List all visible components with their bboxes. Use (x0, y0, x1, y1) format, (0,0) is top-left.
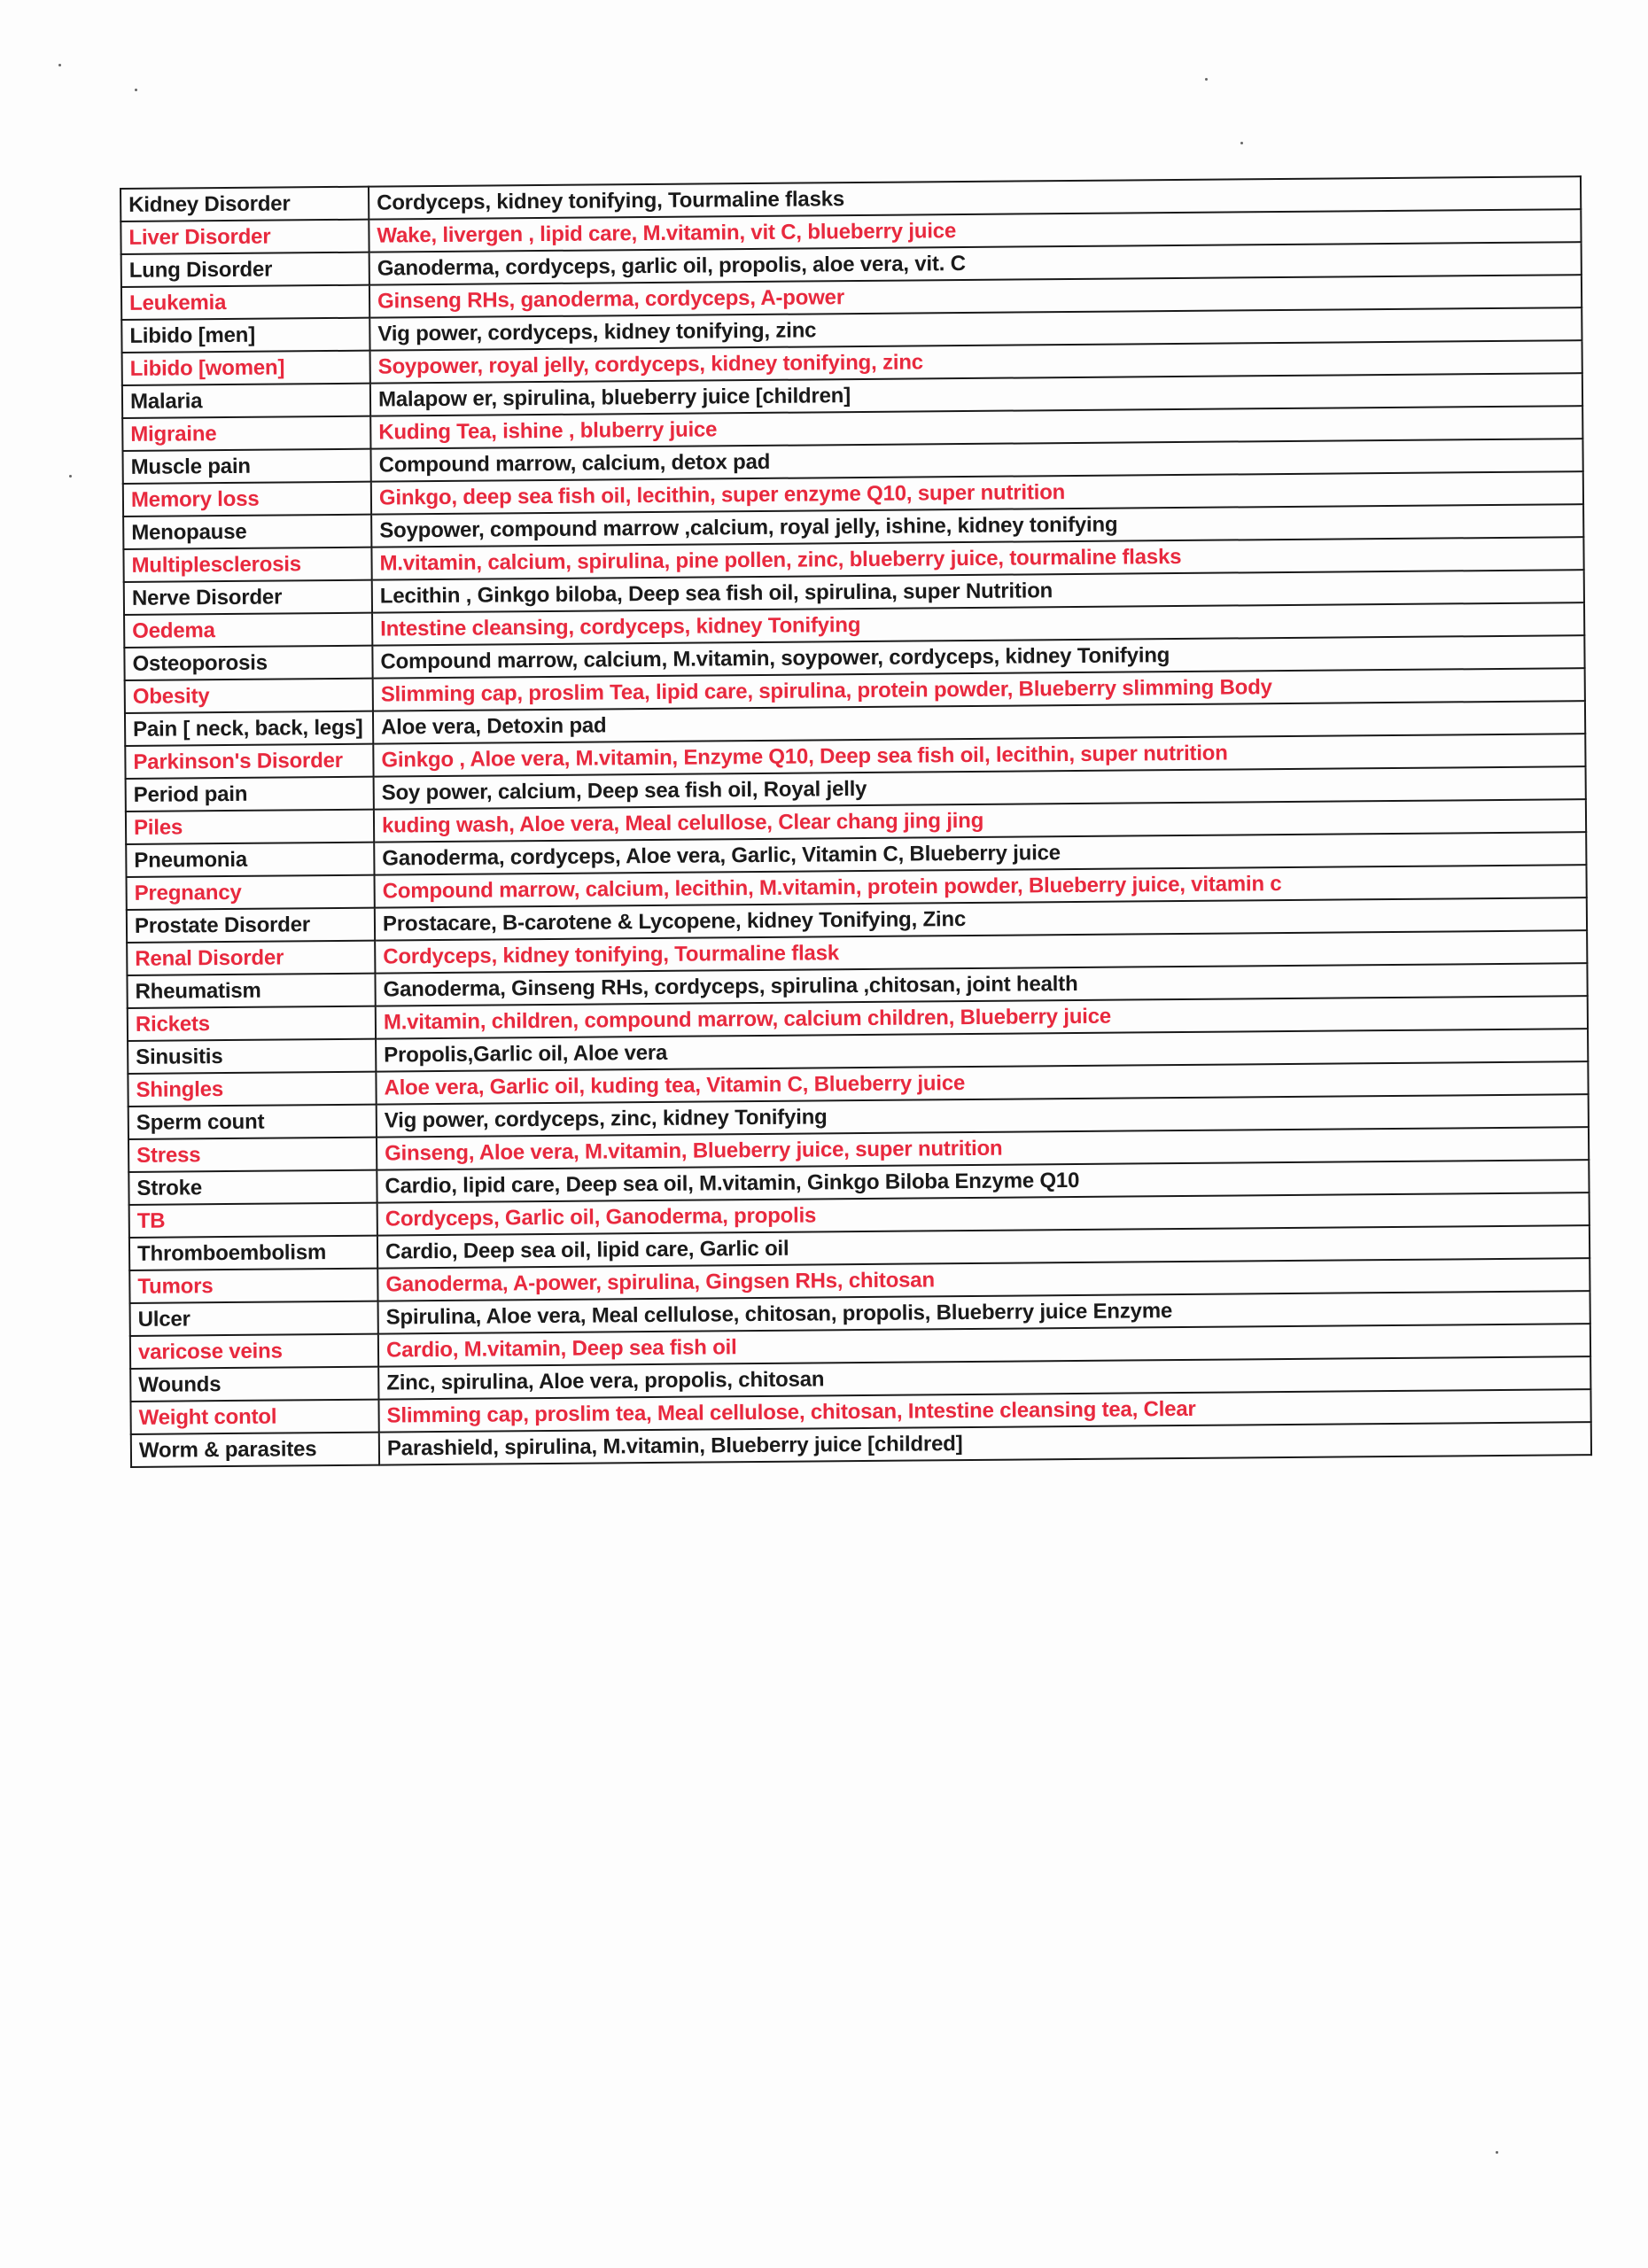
condition-cell: Shingles (128, 1072, 376, 1107)
condition-cell: Pain [ neck, back, legs] (125, 711, 373, 746)
remedies-cell: Intestine cleansing, cordyceps, kidney Tonifying (372, 602, 1584, 645)
condition-cell: Parkinson's Disorder (125, 744, 373, 779)
remedies-cell: Ginkgo , Aloe vera, M.vitamin, Enzyme Q10, Deep sea fish oil, lecithin, super nutrition (373, 734, 1585, 776)
condition-cell: Prostate Disorder (127, 908, 375, 943)
condition-cell: Sinusitis (128, 1039, 376, 1074)
remedies-cell: Vig power, cordyceps, zinc, kidney Tonifying (377, 1094, 1589, 1137)
condition-cell: Libido [men] (121, 318, 369, 353)
condition-cell: Stress (128, 1138, 377, 1172)
condition-cell: TB (129, 1203, 377, 1238)
condition-cell: Weight contol (130, 1400, 378, 1434)
remedies-cell: Wake, livergen , lipid care, M.vitamin, vit C, blueberry juice (369, 209, 1581, 252)
remedies-cell: Compound marrow, calcium, M.vitamin, soypower, cordyceps, kidney Tonifying (372, 635, 1584, 678)
remedies-cell: Spirulina, Aloe vera, Meal cellulose, chitosan, propolis, Blueberry juice Enzyme (378, 1291, 1590, 1333)
remedies-cell: Aloe vera, Garlic oil, kuding tea, Vitamin C, Blueberry juice (376, 1061, 1588, 1104)
condition-cell: Period pain (126, 777, 374, 812)
remedies-cell: Malapow er, spirulina, blueberry juice [children] (370, 373, 1582, 416)
remedies-cell: Ganoderma, cordyceps, Aloe vera, Garlic, Vitamin C, Blueberry juice (374, 832, 1586, 874)
condition-cell: Kidney Disorder (120, 187, 369, 221)
condition-cell: Thromboembolism (129, 1236, 377, 1270)
condition-cell: Sperm count (128, 1105, 377, 1139)
remedies-cell: Soypower, royal jelly, cordyceps, kidney tonifying, zinc (370, 340, 1582, 383)
scan-speck (1240, 142, 1243, 144)
condition-cell: Rheumatism (127, 974, 375, 1008)
remedies-cell: Cordyceps, kidney tonifying, Tourmaline flask (375, 930, 1587, 973)
remedies-cell: M.vitamin, calcium, spirulina, pine pollen, zinc, blueberry juice, tourmaline flasks (371, 537, 1583, 579)
remedies-cell: kuding wash, Aloe vera, Meal celullose, Clear chang jing jing (374, 799, 1586, 842)
remedies-cell: Cordyceps, Garlic oil, Ganoderma, propolis (377, 1192, 1590, 1235)
condition-cell: Liver Disorder (120, 220, 369, 254)
scan-speck (58, 64, 61, 66)
condition-cell: Oedema (124, 613, 372, 648)
condition-cell: Stroke (128, 1170, 377, 1205)
condition-cell: Muscle pain (122, 449, 370, 484)
remedies-cell: Ganoderma, A-power, spirulina, Gingsen RHs, chitosan (377, 1258, 1590, 1301)
remedy-table-wrapper (120, 175, 1592, 1468)
scan-speck (69, 475, 72, 478)
condition-cell: Wounds (130, 1367, 378, 1402)
condition-cell: Libido [women] (122, 351, 370, 385)
remedies-cell: Ginseng, Aloe vera, M.vitamin, Blueberry juice, super nutrition (377, 1127, 1589, 1169)
condition-cell: Menopause (123, 515, 371, 549)
condition-cell: Tumors (129, 1269, 377, 1303)
condition-cell: Worm & parasites (131, 1433, 379, 1467)
condition-cell: Obesity (125, 679, 373, 713)
remedies-cell: Slimming cap, proslim Tea, lipid care, spirulina, protein powder, Blueberry slimming Body (373, 668, 1585, 711)
remedies-cell: Compound marrow, calcium, lecithin, M.vitamin, protein powder, Blueberry juice, vitamin c (375, 865, 1587, 907)
condition-cell: Ulcer (130, 1301, 378, 1336)
condition-cell: Piles (126, 810, 374, 844)
remedy-table-body (120, 176, 1591, 1467)
remedies-cell: Cardio, Deep sea oil, lipid care, Garlic oil (377, 1225, 1590, 1268)
remedies-cell: M.vitamin, children, compound marrow, calcium children, Blueberry juice (376, 996, 1588, 1038)
remedies-cell: Lecithin , Ginkgo biloba, Deep sea fish oil, spirulina, super Nutrition (372, 570, 1584, 612)
remedies-cell: Aloe vera, Detoxin pad (373, 701, 1585, 743)
condition-cell: Migraine (122, 416, 370, 451)
condition-cell: varicose veins (130, 1334, 378, 1369)
condition-cell: Lung Disorder (121, 252, 369, 287)
condition-cell: Nerve Disorder (124, 580, 372, 615)
scan-speck (135, 89, 137, 91)
condition-cell: Multiplesclerosis (123, 548, 371, 582)
condition-cell: Leukemia (121, 285, 369, 320)
remedies-cell: Compound marrow, calcium, detox pad (370, 439, 1582, 481)
remedy-table (120, 175, 1592, 1468)
remedies-cell: Ginseng RHs, ganoderma, cordyceps, A-power (369, 275, 1582, 317)
scan-speck (1496, 2151, 1498, 2154)
condition-cell: Pregnancy (127, 875, 375, 910)
remedies-cell: Cordyceps, kidney tonifying, Tourmaline flasks (369, 176, 1581, 219)
remedies-cell: Soypower, compound marrow ,calcium, royal jelly, ishine, kidney tonifying (371, 504, 1583, 547)
condition-cell: Memory loss (123, 482, 371, 517)
remedies-cell: Zinc, spirulina, Aloe vera, propolis, chitosan (378, 1356, 1590, 1399)
remedies-cell: Slimming cap, proslim tea, Meal cellulose, chitosan, Intestine cleansing tea, Clear (378, 1389, 1590, 1432)
condition-cell: Osteoporosis (124, 646, 372, 680)
condition-cell: Renal Disorder (127, 941, 375, 975)
remedies-cell: Propolis,Garlic oil, Aloe vera (376, 1029, 1588, 1071)
condition-cell: Pneumonia (126, 843, 374, 877)
condition-cell: Malaria (122, 384, 370, 418)
remedies-cell: Vig power, cordyceps, kidney tonifying, zinc (369, 307, 1582, 350)
remedies-cell: Cardio, M.vitamin, Deep sea fish oil (378, 1324, 1590, 1366)
scan-speck (1205, 78, 1208, 81)
remedies-cell: Kuding Tea, ishine , bluberry juice (370, 406, 1582, 448)
remedies-cell: Ganoderma, cordyceps, garlic oil, propolis, aloe vera, vit. C (369, 242, 1582, 284)
remedies-cell: Ginkgo, deep sea fish oil, lecithin, super enzyme Q10, super nutrition (371, 471, 1583, 514)
remedies-cell: Ganoderma, Ginseng RHs, cordyceps, spirulina ,chitosan, joint health (375, 963, 1587, 1006)
remedies-cell: Parashield, spirulina, M.vitamin, Blueberry juice [childred] (379, 1422, 1591, 1464)
remedies-cell: Soy power, calcium, Deep sea fish oil, Royal jelly (374, 766, 1586, 809)
remedies-cell: Prostacare, B-carotene & Lycopene, kidney Tonifying, Zinc (375, 897, 1587, 940)
condition-cell: Rickets (128, 1006, 376, 1041)
remedies-cell: Cardio, lipid care, Deep sea oil, M.vitamin, Ginkgo Biloba Enzyme Q10 (377, 1160, 1589, 1202)
